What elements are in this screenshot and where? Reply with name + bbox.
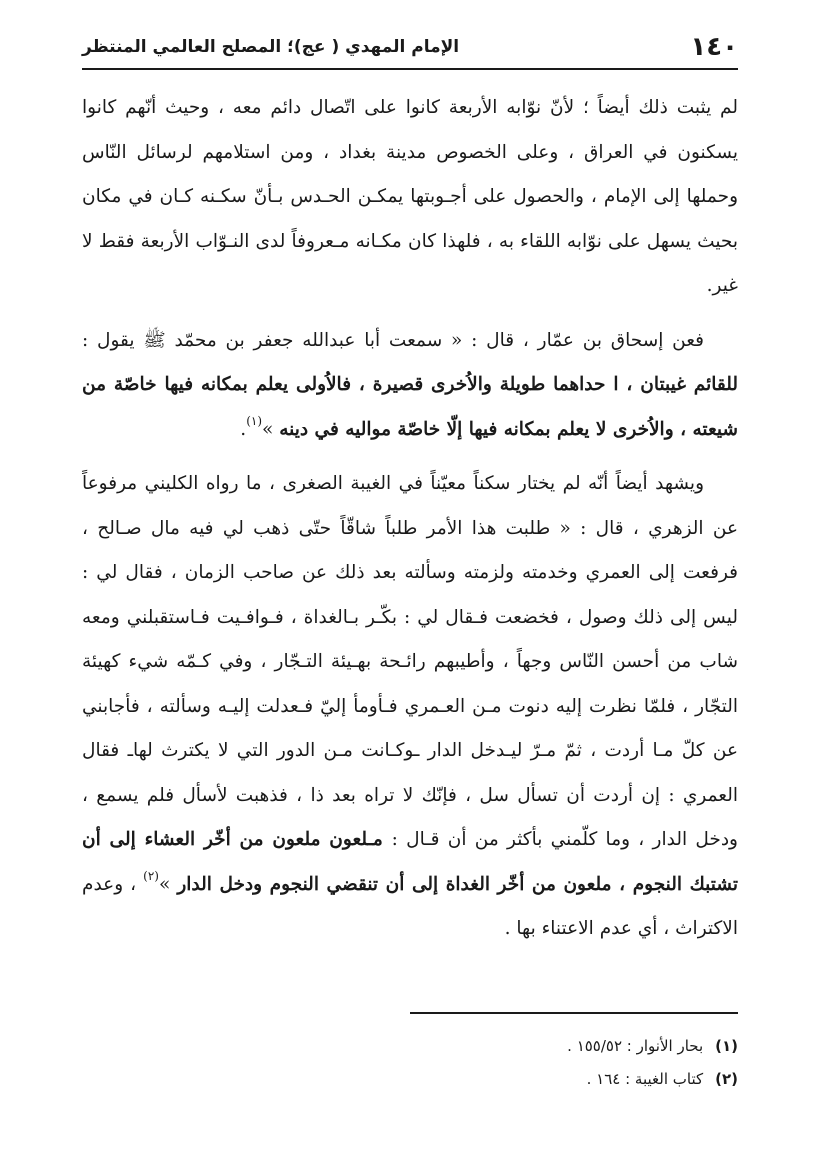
footnotes xyxy=(82,1030,738,1096)
paragraph-2-quote-close: » xyxy=(262,418,280,440)
paragraph-1: لم يثبت ذلك أيضاً ؛ لأنّ نوّابه الأربعة كانوا على اتّصال دائم معه ، وحيث أنّهم كانوا يسكنون في العراق ، وعلى الخصوص مدينة بغداد ، ومن استلامهم لرسائل النّاس وحملها إلى الإمام ، والحصول على أجـوبتها يمكـن الحـدس بـأنّ سكـنه كـان في مكان بحيث يسهل على نوّابه اللقاء به ، فلهذا كان مكـانه مـعروفاً لدى النـوّاب الأربعة فقط لا غير. xyxy=(82,97,738,296)
footnote-divider xyxy=(410,1012,738,1014)
paragraph-2-quote: للقائم غيبتان ، ا حداهما طويلة والاُخرى قصيرة ، فالاُولى يعلم بمكانه فيها خاصّة من شيعته ، والاُخرى لا يعلم بمكانه فيها إلّا خاصّة مواليه في دينه xyxy=(82,374,738,440)
paragraph-2-end: . xyxy=(240,418,247,440)
footnote-1-number: (١) xyxy=(715,1037,738,1055)
page-body xyxy=(82,86,738,952)
paragraph-3-quote: مـلعون ملعون من أخّر العشاء إلى أن تشتبك النجوم ، ملعون من أخّر الغداة إلى أن تنقضي النجوم ودخل الدار xyxy=(82,829,738,895)
footnote-ref-1: (١) xyxy=(246,414,263,429)
page-header xyxy=(82,26,738,70)
paragraph-3-quote-close: » xyxy=(158,873,178,895)
footnote-2 xyxy=(82,1063,738,1096)
footnote-2-number: (٢) xyxy=(715,1070,738,1088)
paragraph-3 xyxy=(82,462,738,952)
paragraph-2-intro: فعن إسحاق بن عمّار ، قال : « سمعت أبا عبدالله جعفر بن محمّد ﷺ يقول : xyxy=(82,329,704,351)
footnote-2-text: كتاب الغيبة : ١٦٤ . xyxy=(586,1070,704,1088)
paragraph-3-end: ، وعدم الاكتراث ، أي عدم الاعتناء بها . xyxy=(82,873,738,939)
footnote-ref-2: (٢) xyxy=(143,869,159,884)
page-number: ١٤٠ xyxy=(690,32,738,62)
running-title: الإمام المهدي ( عج)؛ المصلح العالمي المنتظر xyxy=(82,37,460,57)
footnote-1 xyxy=(82,1030,738,1063)
paragraph-2 xyxy=(82,319,738,453)
paragraph-3-main: ويشهد أيضاً أنّه لم يختار سكناً معيّناً في الغيبة الصغرى ، ما رواه الكليني مرفوعاً عن الزهري ، قال : « طلبت هذا الأمر طلباً شاقّاً حتّى ذهب لي فيه مال صـالح ، فرفعت إلى العمري وخدمته ولزمته وسألته بعد ذلك عن صاحب الزمان ، فقال لي : ليس إلى ذلك وصول ، فخضعت فـقال لي : بكّـر بـالغداة ، فـوافـيت فـاستقبلني ومعه شاب من أحسن النّاس وجهاً ، وأطيبهم رائـحة بهـيئة التـجّار ، وفي كـمّه شيء كهيئة التجّار ، فلمّا نظرت إليه دنوت مـن العـمري فـأومأ إليّ فـعدلت إليـه وسألته ، فأجابني عن كلّ مـا أردت ، ثمّ مـرّ ليـدخل الدار ـوكـانت مـن الدور التي لا يكترث لهاـ فقال العمري : إن أردت أن تسأل سل ، فإنّك لا تراه بعد ذا ، فذهبت لأسأل فلم يسمع ، ودخل الدار ، وما كلّمني بأكثر من أن قـال : xyxy=(82,473,738,850)
footnote-1-text: بحار الأنوار : ١٥٥/٥٢ . xyxy=(567,1037,704,1055)
